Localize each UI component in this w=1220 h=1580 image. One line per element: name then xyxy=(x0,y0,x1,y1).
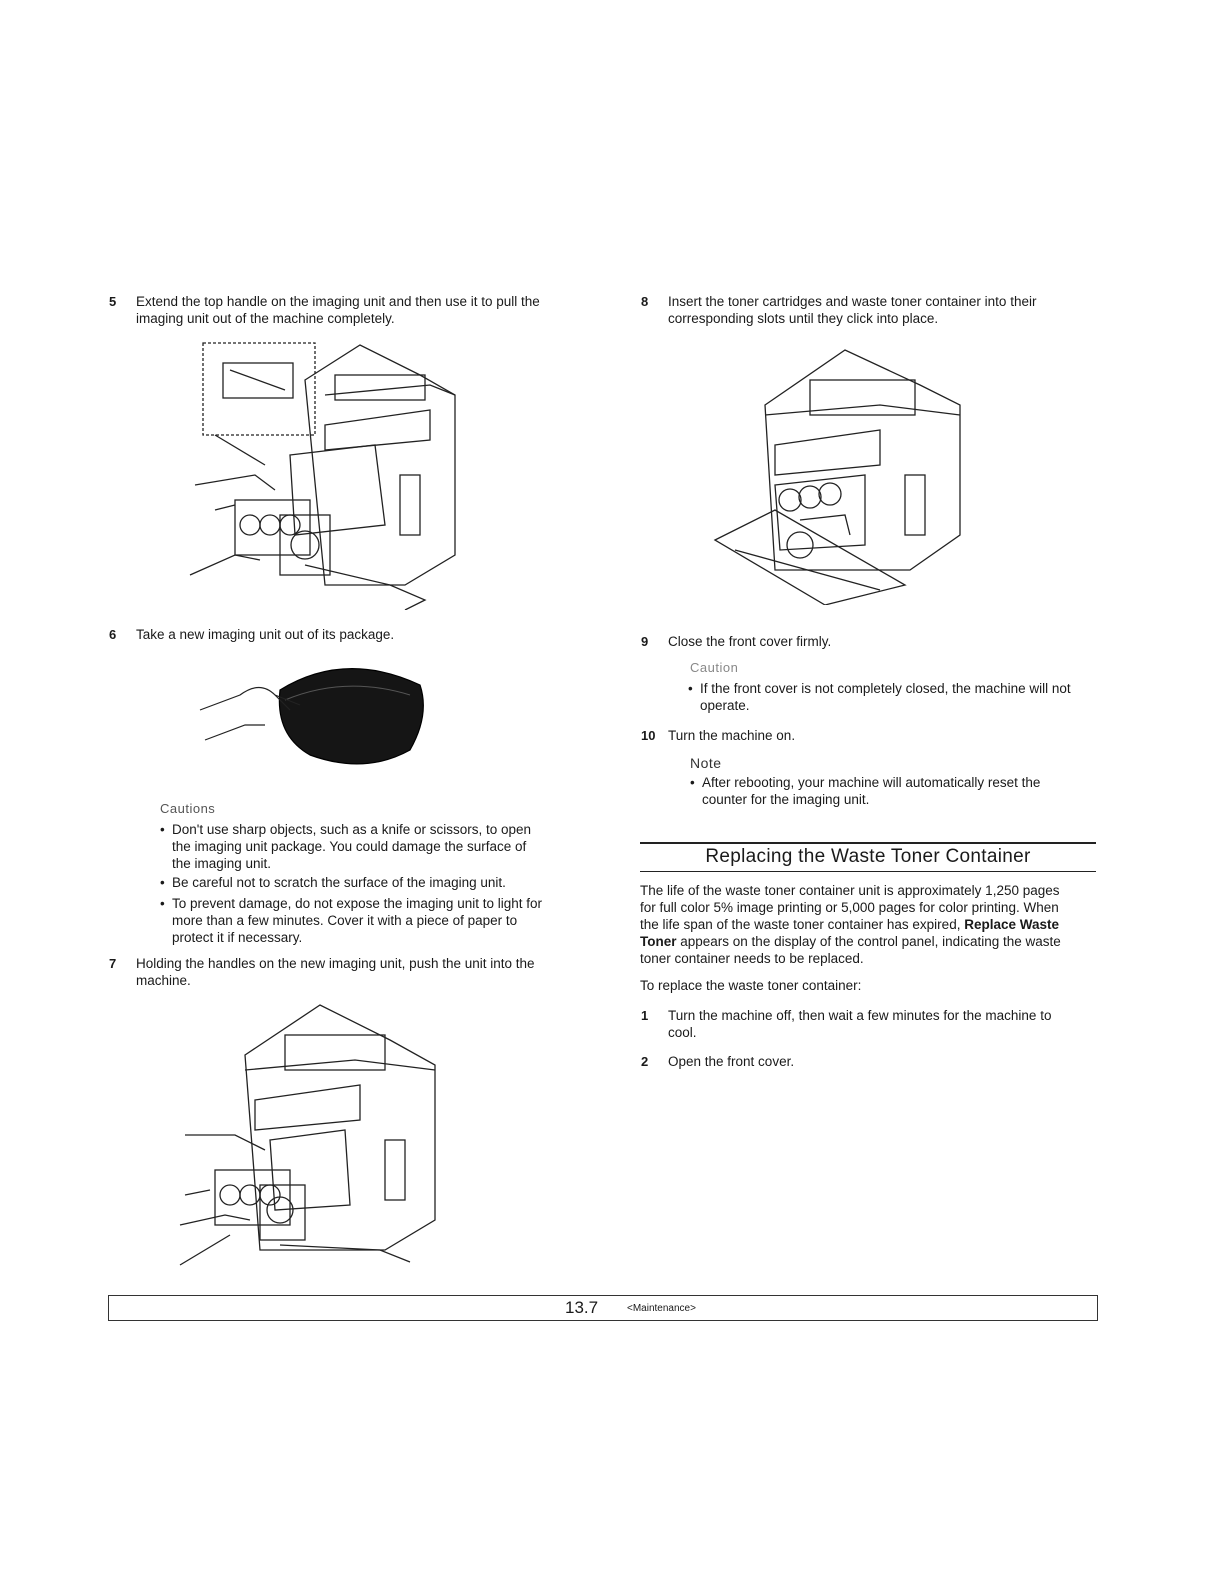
footer-section-label: <Maintenance> xyxy=(627,1303,696,1314)
intro-line: To replace the waste toner container: xyxy=(640,978,862,993)
caution-item-line-1: If the front cover is not completely closed, the machine will not xyxy=(700,681,1071,696)
step-1-text xyxy=(668,1007,1051,1041)
step-7-line-2: machine. xyxy=(136,973,191,988)
section-bottom-rule xyxy=(640,871,1096,872)
paragraph-line-3-text: the life span of the waste toner container has expired, xyxy=(640,917,965,932)
caution-item-3-line-2: more than a few minutes. Cover it with a piece of paper to xyxy=(172,913,518,928)
paragraph-line-3 xyxy=(640,916,1061,933)
step-2-number: 2 xyxy=(641,1054,649,1069)
step-2-text: Open the front cover. xyxy=(668,1054,795,1069)
caution-item-1-line-3: the imaging unit. xyxy=(172,856,272,871)
paragraph-line-5: toner container needs to be replaced. xyxy=(640,951,864,966)
step-10-text: Turn the machine on. xyxy=(668,728,796,743)
caution-item-1: • Don't use sharp objects, such as a knife or scissors, to open the imaging unit package. You could damage the surface of the imaging unit. xyxy=(160,822,532,871)
figure-insert-imaging-unit xyxy=(170,1000,445,1270)
step-1-line-2: cool. xyxy=(668,1025,697,1040)
cautions-heading: Cautions xyxy=(160,801,216,816)
step-7-line-1: Holding the handles on the new imaging unit, push the unit into the xyxy=(136,956,535,971)
caution-item-3-line-3: protect it if necessary. xyxy=(172,930,303,945)
caution-item-3: • To prevent damage, do not expose the imaging unit to light for more than a few minutes. Cover it with a piece of paper to protect it if necessary. xyxy=(160,896,542,945)
caution-item-line-2: operate. xyxy=(700,698,750,713)
step-5-number: 5 xyxy=(109,294,117,309)
step-5-text xyxy=(136,293,540,327)
step-7-number: 7 xyxy=(109,956,117,971)
step-10-number: 10 xyxy=(641,728,656,743)
note-item-line-1: After rebooting, your machine will automatically reset the xyxy=(702,775,1041,790)
step-8-line-2: corresponding slots until they click into place. xyxy=(668,311,939,326)
step-5-line-1: Extend the top handle on the imaging unit and then use it to pull the xyxy=(136,294,540,309)
caution-item-1-line-1: Don't use sharp objects, such as a knife or scissors, to open xyxy=(172,822,532,837)
step-9-text: Close the front cover firmly. xyxy=(668,634,832,649)
section-title: Replacing the Waste Toner Container xyxy=(705,846,1031,867)
figure-insert-toner-cartridges xyxy=(705,345,965,605)
step-8-line-1: Insert the toner cartridges and waste toner container into their xyxy=(668,294,1037,309)
step-1-line-1: Turn the machine off, then wait a few minutes for the machine to xyxy=(668,1008,1052,1023)
footer-page-number: 13.7 xyxy=(565,1298,599,1317)
step-9-number: 9 xyxy=(641,634,649,649)
step-8-text xyxy=(668,293,1036,327)
footer-box xyxy=(108,1295,1098,1321)
paragraph-line-2: for full color 5% image printing or 5,000 pages for color printing. When xyxy=(640,900,1059,915)
caution-item-1-line-2: the imaging unit package. You could damage the surface of xyxy=(172,839,527,854)
caution-item-3-line-1: To prevent damage, do not expose the imaging unit to light for xyxy=(172,896,542,911)
note-item-line-2: counter for the imaging unit. xyxy=(702,792,870,807)
intro-paragraph xyxy=(640,882,1061,967)
step-7-text xyxy=(136,955,535,989)
caution-item: • If the front cover is not completely closed, the machine will not operate. xyxy=(688,681,1071,713)
step-6-text: Take a new imaging unit out of its package. xyxy=(136,627,395,642)
paragraph-line-4 xyxy=(640,933,1061,950)
caution-item-2-line-1: Be careful not to scratch the surface of the imaging unit. xyxy=(172,875,506,890)
figure-imaging-unit-package xyxy=(195,655,435,775)
paragraph-line-1: The life of the waste toner container unit is approximately 1,250 pages xyxy=(640,883,1060,898)
caution-heading: Caution xyxy=(690,660,739,675)
figure-remove-imaging-unit xyxy=(175,335,465,610)
caution-item-2: • Be careful not to scratch the surface of the imaging unit. xyxy=(160,875,506,890)
paragraph-line-4-text: appears on the display of the control panel, indicating the waste xyxy=(676,934,1061,949)
step-6-number: 6 xyxy=(109,627,117,642)
note-item: • After rebooting, your machine will automatically reset the counter for the imaging unit. xyxy=(690,775,1041,807)
section-top-rule xyxy=(640,842,1096,844)
replace-waste-bold: Replace Waste xyxy=(964,917,1059,932)
step-5-line-2: imaging unit out of the machine completely. xyxy=(136,311,395,326)
step-8-number: 8 xyxy=(641,294,649,309)
note-heading: Note xyxy=(690,755,722,771)
toner-bold: Toner xyxy=(640,934,677,949)
step-1-number: 1 xyxy=(641,1008,649,1023)
